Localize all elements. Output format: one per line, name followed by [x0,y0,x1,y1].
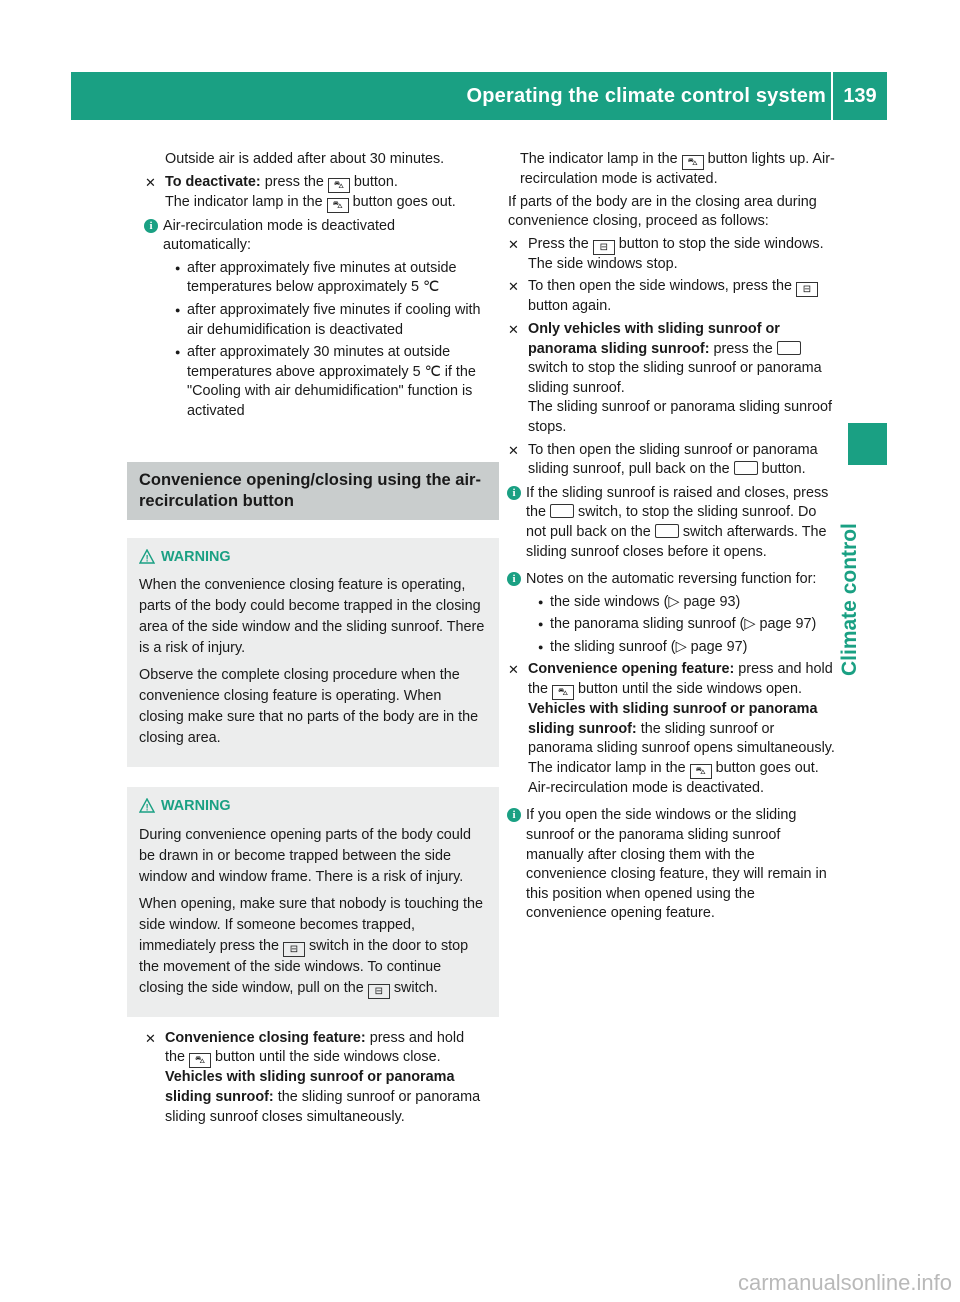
info-icon: i [507,486,521,500]
info-icon: i [507,808,521,822]
warning-text: When opening, make sure that nobody is touching the side window. If someone becomes trapped, immediately press the ⊟ switch in the door to stop the movement of the side windows. To continue closing the side window, pull on the ⊟ switch. [139,895,483,997]
svg-text:!: ! [145,802,149,813]
warning-text: During convenience opening parts of the body could be drawn in or become trapped between the side window and window frame. There is a risk of injury. [139,826,472,885]
recirculation-button-icon: ⛍ [327,198,349,213]
info-note: i If the sliding sunroof is raised and closes, press the switch, to stop the sliding sunroof. Do not pull back on the switch afterwards. The sliding sunroof closes before it opens. [508,484,835,562]
step-marker-icon: ✕ [508,279,519,295]
warning-title: ! WARNING [139,548,487,568]
header-divider [831,72,833,120]
step: ✕ To then open the sliding sunroof or panorama sliding sunroof, pull back on the button. [508,441,818,478]
info-icon: i [144,219,158,233]
step-marker-icon: ✕ [145,1030,156,1046]
step-marker-icon: ✕ [508,442,519,458]
warning-title: ! WARNING [139,797,487,817]
step: ✕ To then open the side windows, press the ⊟ button again. [508,277,835,317]
paragraph: If parts of the body are in the closing area during convenience closing, proceed as follows: [508,193,817,230]
list-item: ● the panorama sliding sunroof (▷ page 97) [538,615,835,635]
warning-text: When the convenience closing feature is operating, parts of the body could become trapped in the closing area of the side window and the sliding sunroof. There is a risk of injury. [139,577,485,657]
page-number: 139 [843,85,877,107]
window-switch-icon: ⊟ [796,282,818,297]
recirculation-button-icon: ⛍ [690,764,712,779]
recirculation-button-icon: ⛍ [552,685,574,700]
info-note: i Air-recirculation mode is deactivated automatically: ● after approximately five minutes at outside temperatures below approximately 5 ℃ ● after approximately five minutes if cooling with air dehumidification is deactivated ● after approximately 30 minutes at outside temperatures above approximately 5 ℃ if the "Cooling with air dehumidification" function is activated [145,217,481,422]
intro-text: Outside air is added after about 30 minutes. [165,151,445,167]
section-marker [848,423,887,465]
step: ✕ Press the ⊟ button to stop the side windows. The side windows stop. [508,235,824,272]
sunroof-switch-icon [734,461,758,475]
warning-box [127,538,499,768]
recirculation-button-icon: ⛍ [189,1053,211,1068]
warning-triangle-icon [139,549,155,564]
watermark: carmanualsonline.info [737,1270,952,1295]
list-item: ● after approximately five minutes at outside temperatures below approximately 5 ℃ [175,259,481,298]
sunroof-switch-icon [777,341,801,355]
sunroof-switch-icon [550,504,574,518]
step-marker-icon: ✕ [508,236,519,252]
right-column [508,150,835,924]
section-tab: Climate control [838,523,861,676]
deactivate-step: ✕ To deactivate: press the ⛍ button. The indicator lamp in the ⛍ button goes out. [145,173,456,211]
step-marker-icon: ✕ [145,174,156,190]
list-item: ● the side windows (▷ page 93) [538,593,835,613]
recirculation-button-icon: ⛍ [682,155,704,170]
window-switch-icon: ⊟ [283,942,305,957]
warning-text: Observe the complete closing procedure when the convenience closing feature is operating. When closing make sure that no parts of the body are in the closing area. [139,667,479,747]
sunroof-switch-icon [655,524,679,538]
opening-step: ✕ Convenience opening feature: press and hold the ⛍ button until the side windows open. Vehicles with sliding sunroof or panorama sliding sunroof: the sliding sunroof or panorama sliding sunroof opens simultaneously. The indicator lamp in the ⛍ button goes out. Air-recirculation mode is deactivated. [508,661,835,796]
step: ✕ Only vehicles with sliding sunroof or panorama sliding sunroof: press the switch to stop the sliding sunroof or panorama sliding sunroof. The sliding sunroof or panorama sliding sunroof stops. [508,320,832,435]
window-switch-icon: ⊟ [368,984,390,999]
step-marker-icon: ✕ [508,662,519,678]
warning-box [127,787,499,1017]
info-icon: i [507,572,521,586]
closing-step: ✕ Convenience closing feature: press and hold the ⛍ button until the side windows close. Vehicles with sliding sunroof or panorama sliding sunroof: the sliding sunroof or panorama sliding sunroof closes simultaneously. [145,1029,481,1125]
list-item: ● after approximately 30 minutes at outside temperatures above approximately 5 ℃ if the "Cooling with air dehumidification" function is activated [175,343,481,421]
warning-triangle-icon [139,798,155,813]
step-marker-icon: ✕ [508,321,519,337]
lamp-text: The indicator lamp in the ⛍ button lights up. Air-recirculation mode is activated. [520,151,835,187]
info-note: i If you open the side windows or the sliding sunroof or the panorama sliding sunroof manually after closing them with the convenience closing feature, they will remain in this position when opened using the convenience opening feature. [508,806,835,924]
svg-text:!: ! [145,553,149,564]
recirculation-button-icon: ⛍ [328,178,350,193]
section-heading: Convenience opening/closing using the air-recirculation button [127,462,499,520]
list-item: ● the sliding sunroof (▷ page 97) [538,638,835,658]
left-column [139,150,485,1130]
page-title: Operating the climate control system [466,85,826,107]
list-item: ● after approximately five minutes if cooling with air dehumidification is deactivated [175,301,481,340]
info-note: i Notes on the automatic reversing function for: ● the side windows (▷ page 93) ● the panorama sliding sunroof (▷ page 97) ● the sliding sunroof (▷ page 97) [508,570,835,657]
window-switch-icon: ⊟ [593,240,615,255]
